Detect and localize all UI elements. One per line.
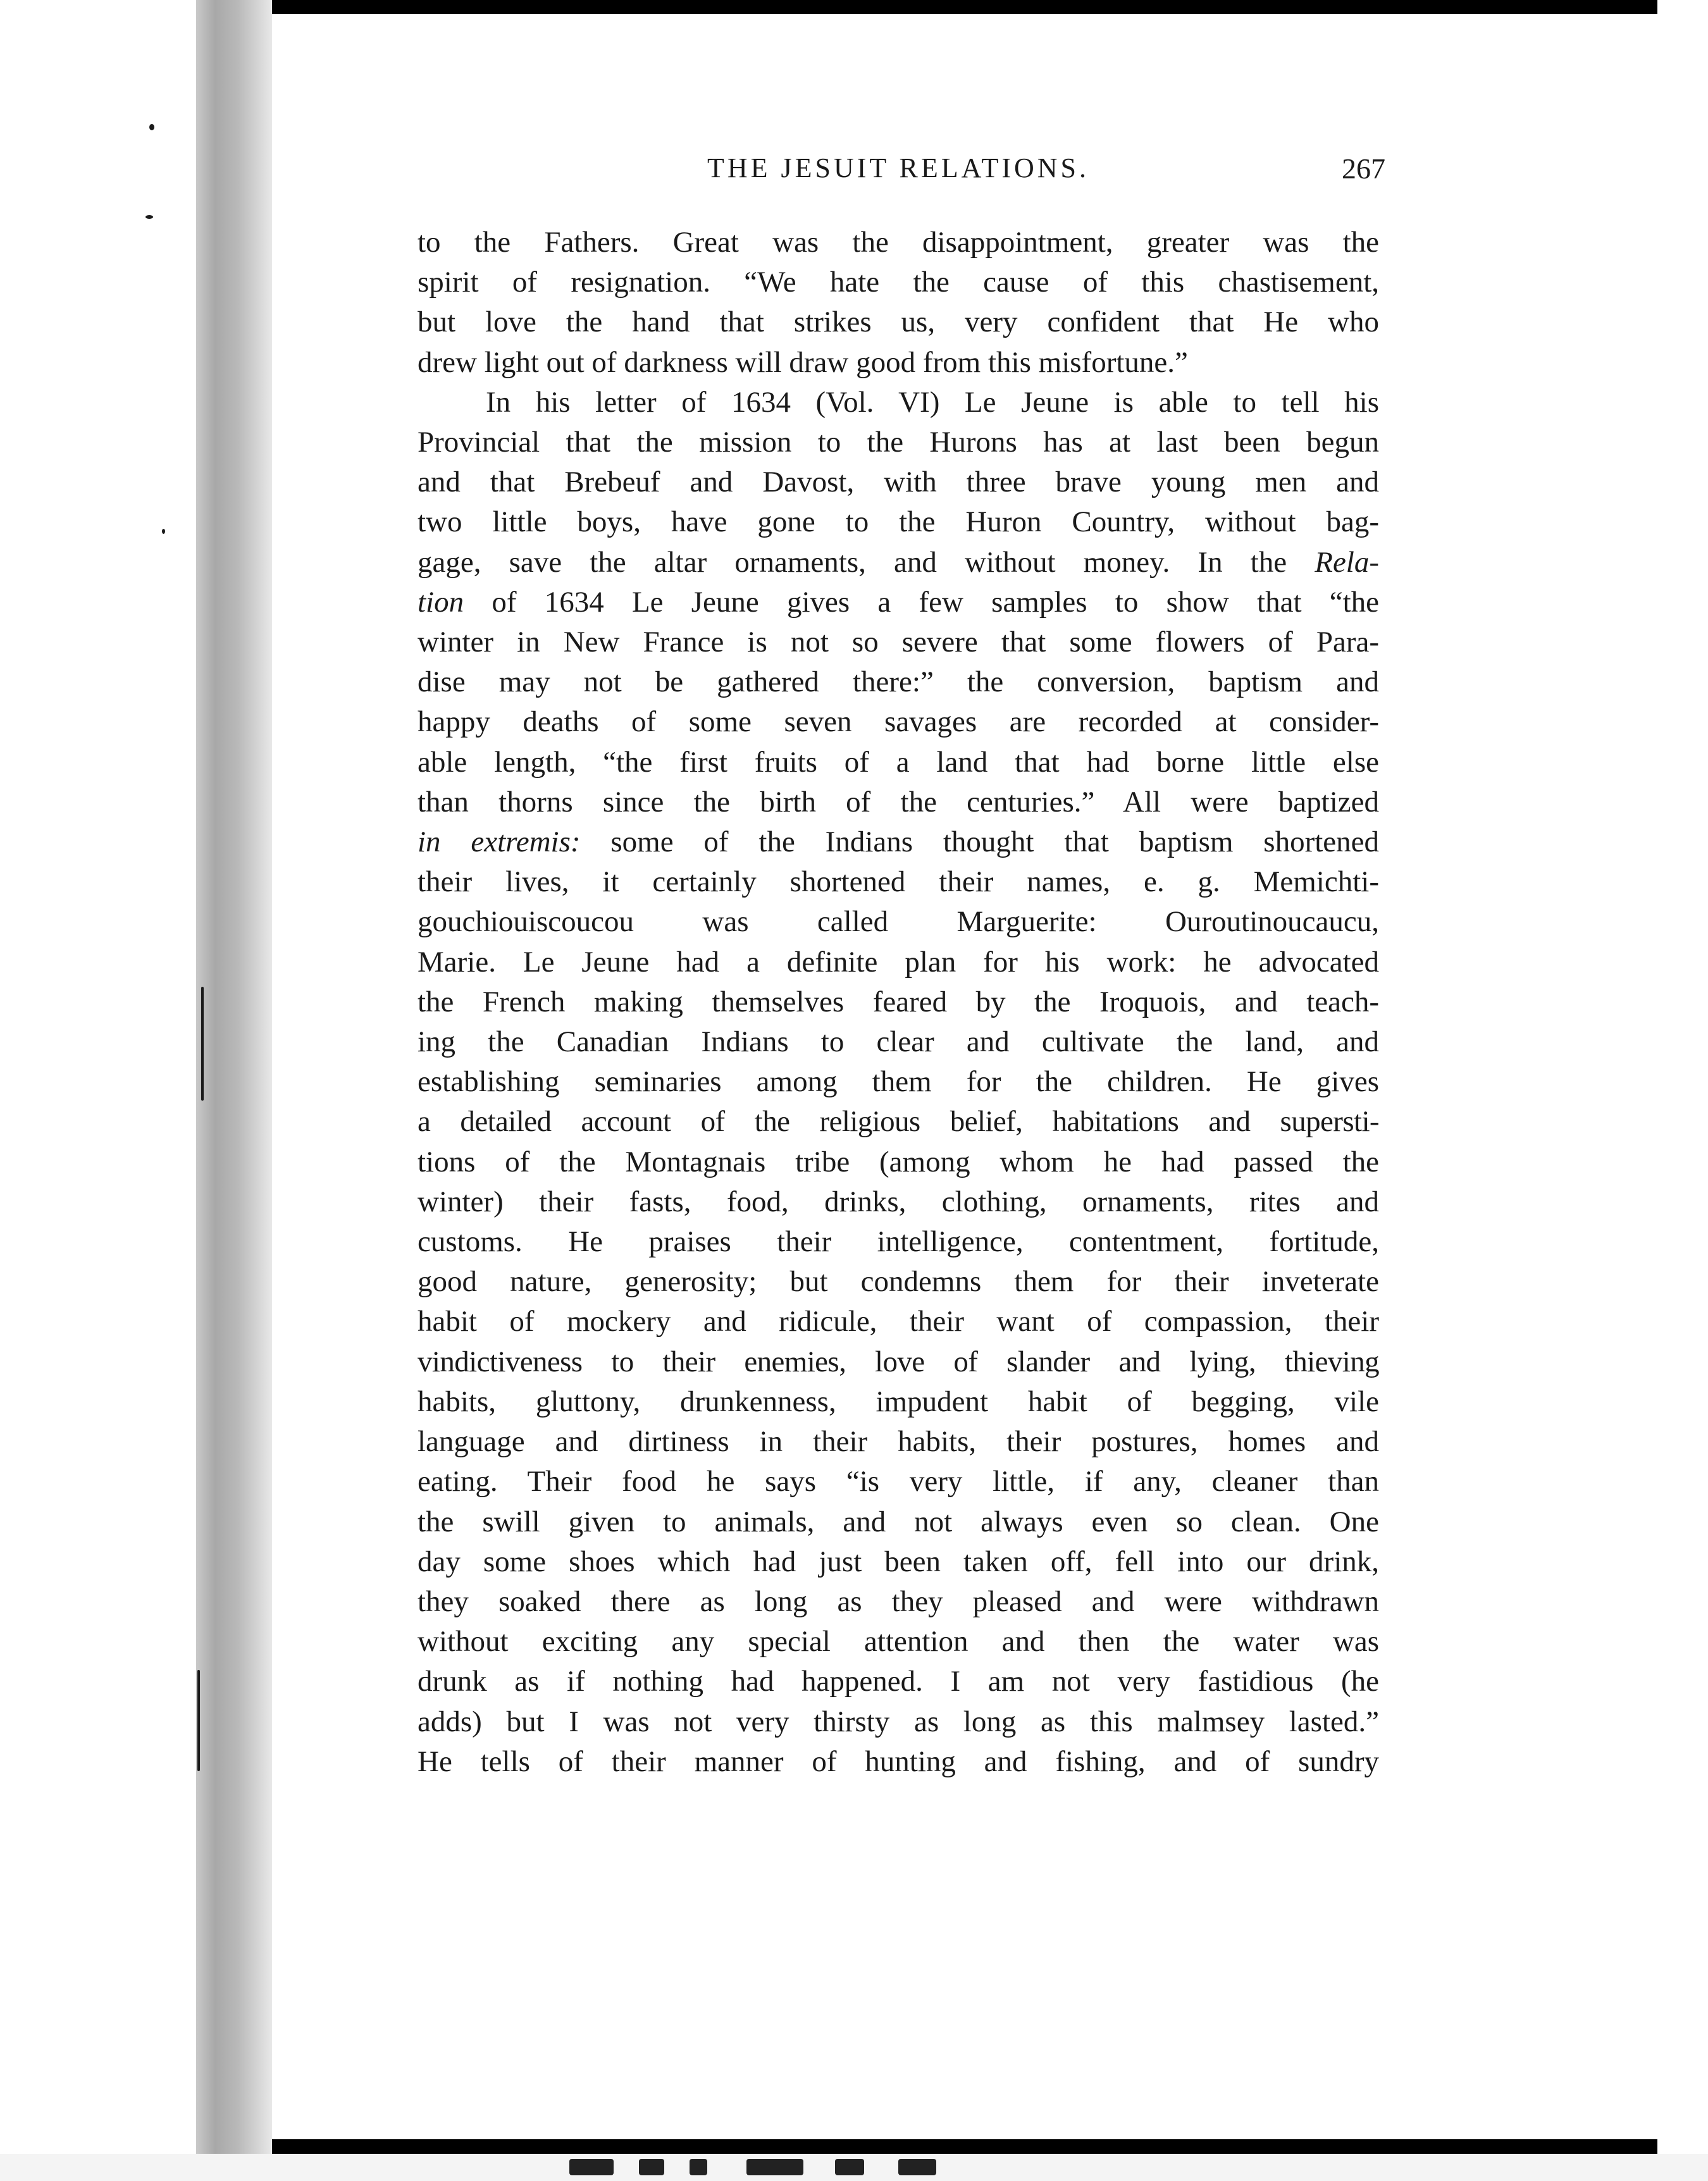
text-line: the French making themselves feared by the Iroquois, and teach- [418,985,1379,1018]
text-line: two little boys, have gone to the Huron Country, without bag- [418,505,1379,539]
text-line: tions of the Montagnais tribe (among whom he had passed the [418,1145,1379,1178]
text-line: without exciting any special attention and then the water was [418,1625,1379,1659]
text-line: drunk as if nothing had happened. I am not very fastidious (he [418,1665,1379,1698]
previous-page-margin [0,0,209,2157]
text-line: a detailed account of the religious belief, habitations and supersti- [418,1105,1379,1139]
text-line: but love the hand that strikes us, very confident that He who [418,306,1379,339]
text-line: gouchiouiscoucou was called Marguerite: Ouroutinoucaucu, [418,905,1379,939]
page-number: 267 [1342,152,1385,185]
specks [145,215,153,219]
specks [162,529,165,534]
text-line: ing the Canadian Indians to clear and cultivate the land, and [418,1025,1379,1059]
scan-bottom-edge [0,2154,1708,2181]
text-line: their lives, it certainly shortened their names, e. g. Memichti- [418,865,1379,899]
text-line [418,543,1379,583]
text-line: spirit of resignation. “We hate the cause of this chastisement, [418,266,1379,299]
text-line: Provincial that the mission to the Hurons has at last been begun [418,426,1379,459]
text-line: they soaked there as long as they pleased and were withdrawn [418,1585,1379,1618]
text-line: habits, gluttony, drunkenness, impudent habit of begging, vile [418,1385,1379,1418]
text-line: eating. Their food he says “is very little, if any, cleaner than [418,1465,1379,1498]
text-line: good nature, generosity; but condemns them for their inveterate [418,1265,1379,1299]
text-line: language and dirtiness in their habits, their postures, homes and [418,1425,1379,1459]
text-line: the swill given to animals, and not always even so clean. One [418,1505,1379,1538]
text-line: day some shoes which had just been taken off, fell into our drink, [418,1545,1379,1578]
text-line: Marie. Le Jeune had a definite plan for his work: he advocated [418,945,1379,979]
italic-text: Rela- [1315,545,1379,579]
text-line [418,822,1379,862]
text-line: able length, “the first fruits of a land that had borne little else [418,745,1379,779]
text-line: customs. He praises their intelligence, contentment, fortitude, [418,1225,1379,1259]
text-line: He tells of their manner of hunting and fishing, and of sundry [418,1745,1379,1778]
text-line [418,583,1379,622]
text-line: winter) their fasts, food, drinks, clothing, ornaments, rites and [418,1185,1379,1218]
text-run: gage, save the altar ornaments, and without money. In the [418,545,1287,579]
page-edge [1657,0,1708,2181]
text-run: of 1634 Le Jeune gives a few samples to show that “the [492,585,1379,619]
specks [201,987,204,1101]
text-line: and that Brebeuf and Davost, with three brave young men and [418,466,1379,499]
text-line: to the Fathers. Great was the disappointment, greater was the [418,226,1379,259]
italic-text: tion [418,585,464,619]
text-line: happy deaths of some seven savages are recorded at consider- [418,705,1379,739]
text-line: drew light out of darkness will draw good from this misfortune.” [418,345,1188,379]
running-head: THE JESUIT RELATIONS. [707,152,1090,183]
text-line: vindictiveness to their enemies, love of slander and lying, thieving [418,1345,1379,1378]
specks [149,124,154,130]
text-line: winter in New France is not so severe that some flowers of Para- [418,626,1379,659]
text-line: adds) but I was not very thirsty as long as this malmsey lasted.” [418,1705,1379,1738]
text-line: than thorns since the birth of the centuries.” All were baptized [418,785,1379,819]
specks [197,1670,200,1771]
text-line: establishing seminaries among them for the children. He gives [418,1065,1379,1099]
text-run: some of the Indians thought that baptism shortened [610,825,1379,859]
italic-text: in extremis: [418,825,581,859]
paragraph-start-line: In his letter of 1634 (Vol. VI) Le Jeune is able to tell his [486,385,1379,419]
body-text [418,223,1379,1782]
gutter-shadow [196,0,272,2157]
text-line: dise may not be gathered there:” the conversion, baptism and [418,665,1379,699]
text-line: habit of mockery and ridicule, their want of compassion, their [418,1305,1379,1338]
